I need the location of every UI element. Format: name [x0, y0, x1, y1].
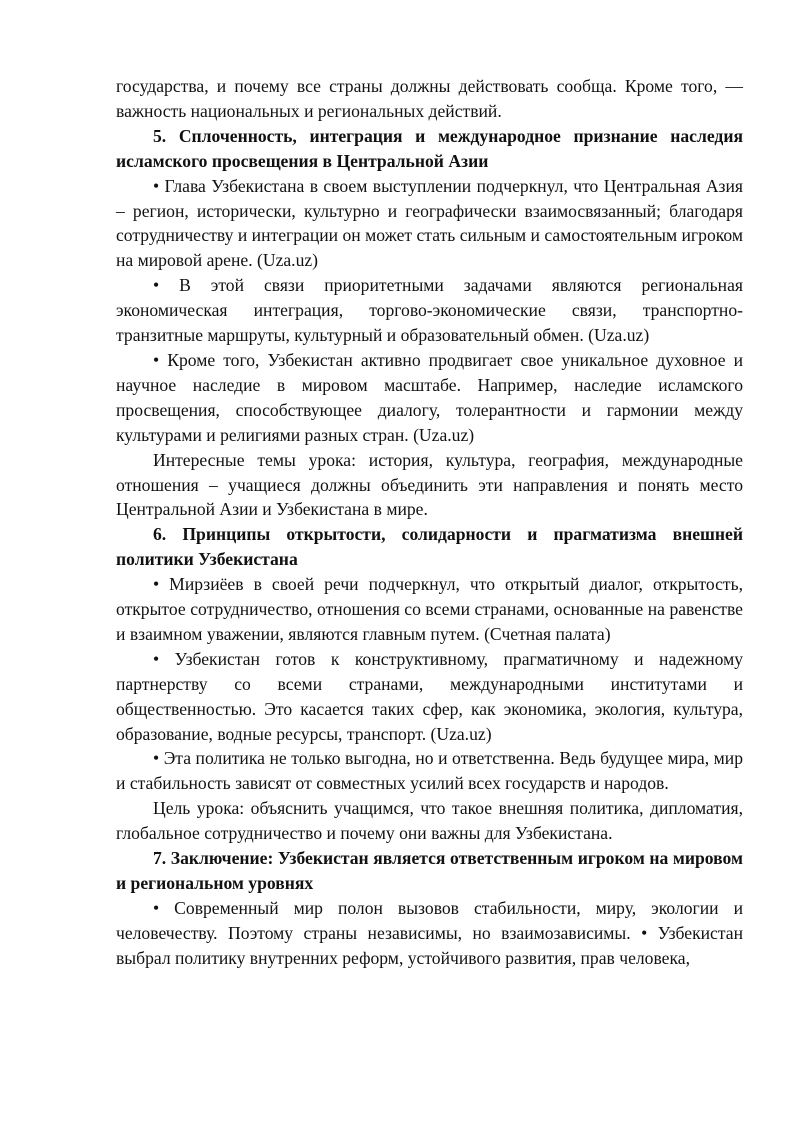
section-5-heading: 5. Сплоченность, интеграция и международное признание наследия исламского просвещения в Центральной Азии: [116, 125, 743, 171]
section-6-heading: 6. Принципы открытости, солидарности и прагматизма внешней политики Узбекистана: [116, 524, 743, 570]
section-6-paragraph-3: • Эта политика не только выгодна, но и ответственна. Ведь будущее мира, мир и стабильность зависят от совместных усилий всех государств и народов.: [116, 748, 743, 794]
section-7-paragraph-1: • Современный мир полон вызовов стабильности, миру, экологии и человечеству. Поэтому страны независимы, но взаимозависимы. • Узбекистан выбрал политику внутренних реформ, устойчивого развития, прав человека,: [116, 897, 743, 968]
section-5-paragraph-1: • Глава Узбекистана в своем выступлении подчеркнул, что Центральная Азия – регион, исторически, культурно и географически взаимосвязанный; благодаря сотрудничеству и интеграции он может стать сильным и самостоятельным игроком на мировой арене. (Uza.uz): [116, 175, 743, 271]
intro-paragraph: государства, и почему все страны должны действовать сообща. Кроме того, — важность национальных и региональных действий.: [116, 76, 743, 121]
section-5-paragraph-3: • Кроме того, Узбекистан активно продвигает свое уникальное духовное и научное наследие в мировом масштабе. Например, наследие исламского просвещения, способствующее диалогу, толерантности и гармонии между культурами и религиями разных стран. (Uza.uz): [116, 349, 743, 445]
document-page: [116, 74, 743, 971]
section-6-paragraph-1: • Мирзиёев в своей речи подчеркнул, что открытый диалог, открытость, открытое сотрудничество, отношения со всеми странами, основанные на равенстве и взаимном уважении, являются главным путем. (Счетная палата): [116, 574, 743, 644]
section-7-heading: 7. Заключение: Узбекистан является ответственным игроком на мировом и региональном уровнях: [116, 848, 743, 893]
section-6-paragraph-2: • Узбекистан готов к конструктивному, прагматичному и надежному партнерству со всеми странами, международными институтами и общественностью. Это касается таких сфер, как экономика, экология, культура, образование, водные ресурсы, транспорт. (Uza.uz): [116, 648, 743, 744]
section-6-paragraph-4: Цель урока: объяснить учащимся, что такое внешняя политика, дипломатия, глобальное сотрудничество и почему они важны для Узбекистана.: [116, 798, 743, 844]
section-5-paragraph-4: Интересные темы урока: история, культура, география, международные отношения – учащиеся должны объединить эти направления и понять место Центральной Азии и Узбекистана в мире.: [116, 449, 743, 520]
section-5-paragraph-2: • В этой связи приоритетными задачами являются региональная экономическая интеграция, торгово-экономические связи, транспортно-транзитные маршруты, культурный и образовательный обмен. (Uza.uz): [116, 275, 743, 346]
